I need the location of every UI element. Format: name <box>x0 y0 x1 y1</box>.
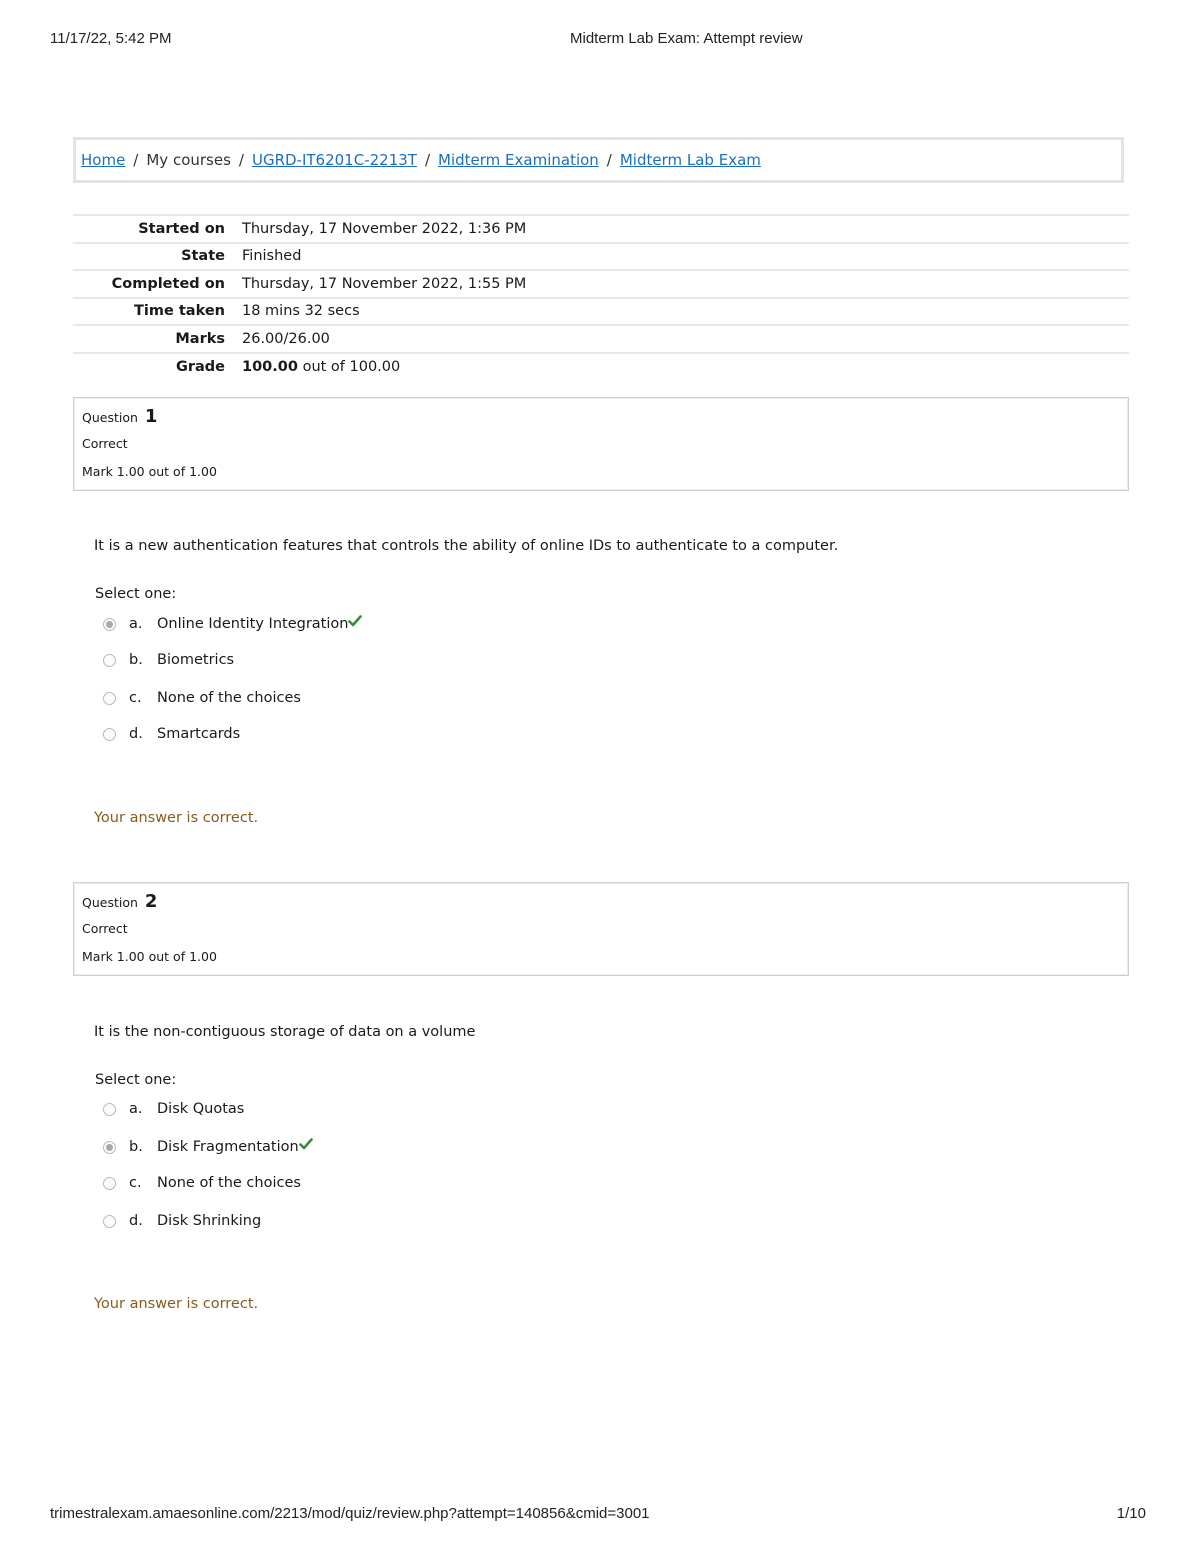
option-letter: d. <box>129 726 143 742</box>
answer-option[interactable] <box>103 1211 261 1231</box>
breadcrumb-separator: / <box>424 151 431 169</box>
option-letter: c. <box>129 690 142 706</box>
answer-feedback: Your answer is correct. <box>94 1296 259 1312</box>
question-number-value: 2 <box>144 891 158 912</box>
option-letter: c. <box>129 1175 142 1191</box>
question-text: It is the non-contiguous storage of data on a volume <box>94 1024 476 1040</box>
answer-option[interactable] <box>103 1137 313 1157</box>
breadcrumb-separator: / <box>238 151 244 169</box>
question-state: Correct <box>82 921 128 936</box>
attempt-summary-table <box>73 214 1129 380</box>
answer-option[interactable] <box>103 688 301 708</box>
print-header <box>50 30 1150 50</box>
radio-button[interactable] <box>103 1103 116 1116</box>
breadcrumb-quiz-link[interactable]: Midterm Lab Exam <box>619 151 761 169</box>
option-text: None of the choices <box>157 690 301 706</box>
summary-label: Marks <box>175 330 225 347</box>
radio-button[interactable] <box>103 618 116 631</box>
option-text: Online Identity Integration <box>157 616 349 632</box>
option-text: Smartcards <box>157 726 241 742</box>
question-mark: Mark 1.00 out of 1.00 <box>82 464 217 479</box>
option-letter: b. <box>129 1139 143 1155</box>
summary-value: 18 mins 32 secs <box>242 303 360 320</box>
summary-value: 26.00/26.00 <box>242 330 330 347</box>
print-footer <box>50 1505 1150 1525</box>
radio-button[interactable] <box>103 654 116 667</box>
select-one-prompt: Select one: <box>95 586 177 602</box>
summary-row <box>73 270 1129 298</box>
summary-row-grade <box>73 353 1129 381</box>
breadcrumb-separator: / <box>606 151 612 169</box>
summary-row <box>73 298 1129 326</box>
print-page-number: 1/10 <box>1116 1505 1146 1522</box>
check-icon <box>348 614 362 628</box>
question-info-box <box>73 882 1129 976</box>
breadcrumb-separator: / <box>133 151 139 169</box>
summary-value: Finished <box>242 248 302 265</box>
summary-label: Completed on <box>111 275 225 292</box>
breadcrumb-home-link[interactable]: Home <box>81 151 126 169</box>
question-label: Question <box>82 895 138 910</box>
summary-row <box>73 243 1129 271</box>
check-icon <box>299 1137 313 1151</box>
summary-label: Started on <box>138 220 225 237</box>
question-number-value: 1 <box>144 406 158 427</box>
option-letter: a. <box>129 616 143 632</box>
question-label: Question <box>82 410 138 425</box>
breadcrumb-section-link[interactable]: Midterm Examination <box>438 151 599 169</box>
print-datetime: 11/17/22, 5:42 PM <box>50 30 172 47</box>
summary-label: Time taken <box>134 303 225 320</box>
answer-option[interactable] <box>103 724 240 744</box>
option-letter: a. <box>129 1101 143 1117</box>
summary-row <box>73 215 1129 243</box>
breadcrumb-course-link[interactable]: UGRD-IT6201C-2213T <box>251 151 417 169</box>
question-info-box <box>73 397 1129 491</box>
option-letter: b. <box>129 652 143 668</box>
option-text: Biometrics <box>157 652 235 668</box>
answer-option[interactable] <box>103 1173 301 1193</box>
question-number <box>82 406 157 427</box>
summary-row <box>73 325 1129 353</box>
answer-option[interactable] <box>103 1099 244 1119</box>
grade-score: 100.00 <box>242 358 298 375</box>
option-text: Disk Quotas <box>157 1101 245 1117</box>
print-page-title: Midterm Lab Exam: Attempt review <box>570 30 803 47</box>
breadcrumb <box>73 137 1124 183</box>
option-text: Disk Fragmentation <box>157 1139 299 1155</box>
answer-option[interactable] <box>103 614 362 634</box>
question-state: Correct <box>82 436 128 451</box>
option-text: None of the choices <box>157 1175 301 1191</box>
radio-button[interactable] <box>103 728 116 741</box>
option-text: Disk Shrinking <box>157 1213 262 1229</box>
option-letter: d. <box>129 1213 143 1229</box>
grade-out-of: out of 100.00 <box>302 358 401 375</box>
answer-feedback: Your answer is correct. <box>94 810 259 826</box>
summary-value: Thursday, 17 November 2022, 1:55 PM <box>242 275 527 292</box>
breadcrumb-my-courses: My courses <box>146 151 231 169</box>
grade-label: Grade <box>175 358 225 375</box>
question-mark: Mark 1.00 out of 1.00 <box>82 949 217 964</box>
radio-button[interactable] <box>103 1215 116 1228</box>
grade-value <box>242 353 1129 381</box>
radio-button[interactable] <box>103 1141 116 1154</box>
question-text: It is a new authentication features that controls the ability of online IDs to authenticate to a computer. <box>94 538 839 554</box>
answer-option[interactable] <box>103 650 234 670</box>
summary-label: State <box>181 248 225 265</box>
print-url: trimestralexam.amaesonline.com/2213/mod/quiz/review.php?attempt=140856&cmid=3001 <box>50 1505 650 1522</box>
radio-button[interactable] <box>103 692 116 705</box>
question-number <box>82 891 157 912</box>
select-one-prompt: Select one: <box>95 1072 177 1088</box>
radio-button[interactable] <box>103 1177 116 1190</box>
summary-value: Thursday, 17 November 2022, 1:36 PM <box>242 220 527 237</box>
